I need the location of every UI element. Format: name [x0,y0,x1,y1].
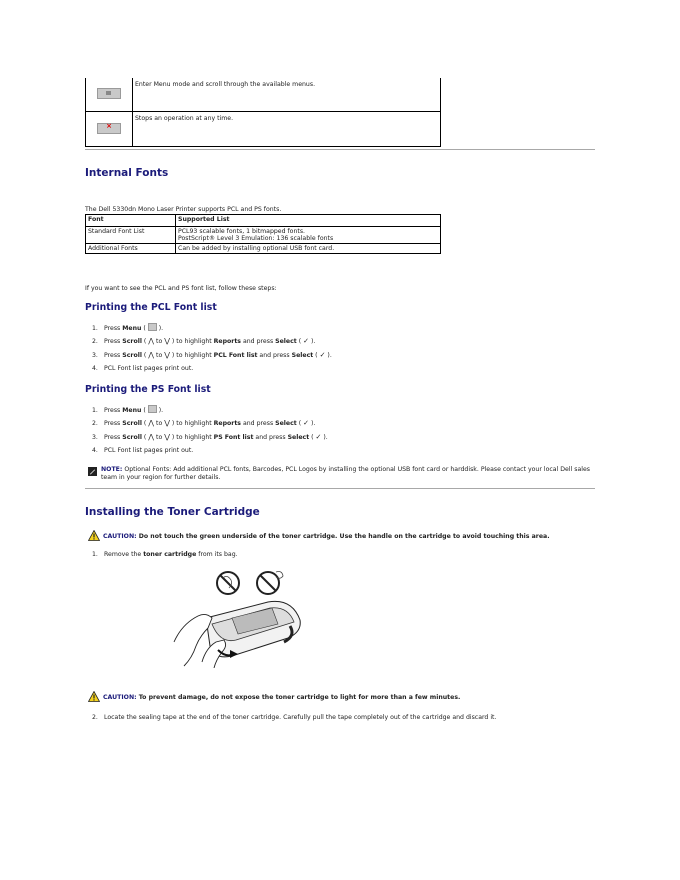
list-item: 4. PCL Font list pages print out. [92,365,194,372]
list-item: 3. Press Scroll ( ⋀ to ⋁ ) to highlight PCL Font list and press Select ( ✓ ). [92,351,332,359]
menu-key-icon [148,323,157,331]
follow-steps-text: If you want to see the PCL and PS font list, follow these steps: [85,285,277,292]
caution-block: CAUTION: To prevent damage, do not expose the toner cartridge to light for more than a few minutes. [88,691,460,702]
section-title-toner: Installing the Toner Cartridge [85,506,260,518]
supported-line: PostScript® Level 3 Emulation: 136 scalable fonts [178,235,334,242]
column-header-supported-list: Supported List [176,215,441,227]
key-icon-cell [86,112,133,147]
menu-key-icon [148,405,157,413]
caution-block: CAUTION: Do not touch the green underside of the toner cartridge. Use the handle on the cartridge to avoid touching this area. [88,530,550,541]
down-arrow-icon: ⋁ [164,433,170,441]
check-icon: ✓ [303,337,309,345]
key-description: Enter Menu mode and scroll through the available menus. [133,78,441,112]
down-arrow-icon: ⋁ [164,337,170,345]
divider [85,149,595,150]
table-row [86,227,441,244]
key-function-table [85,78,441,147]
supported-line: PCL93 scalable fonts, 1 bitmapped fonts. [178,228,306,235]
toner-cartridge-illustration [172,566,306,668]
list-item: 4. PCL Font list pages print out. [92,447,194,454]
up-arrow-icon: ⋀ [148,351,155,359]
check-icon: ✓ [319,351,326,359]
down-arrow-icon: ⋁ [164,419,170,427]
cancel-key-icon: × [97,123,121,134]
key-icon-cell [86,78,133,112]
note-pencil-icon [88,467,97,476]
down-arrow-icon: ⋁ [164,351,170,359]
intro-text: The Dell 5330dn Mono Laser Printer supports PCL and PS fonts. [85,206,282,213]
list-item: 1. Press Menu ( ). [92,407,164,414]
list-item: 2. Press Scroll ( ⋀ to ⋁ ) to highlight Reports and press Select ( ✓ ). [92,337,316,345]
table-row [86,244,441,254]
list-item: 1. Press Menu ( ). [92,325,164,332]
list-item: 1. Remove the toner cartridge from its bag. [92,551,238,558]
font-cell: Additional Fonts [86,244,176,254]
caution-icon [88,530,100,541]
table-row [86,78,441,112]
list-item: 3. Press Scroll ( ⋀ to ⋁ ) to highlight PS Font list and press Select ( ✓ ). [92,433,328,441]
caution-icon [88,691,100,702]
menu-key-icon [97,88,121,99]
note-text: Optional Fonts: Add additional PCL fonts, Barcodes, PCL Logos by installing the optional USB font card or harddisk. Please contact your local Dell sales team in your region for further details. [101,466,590,481]
list-item: 2. Locate the sealing tape at the end of the toner cartridge. Carefully pull the tape completely out of the cartridge and discard it. [92,714,497,721]
section-title-internal-fonts: Internal Fonts [85,167,169,179]
list-item: 2. Press Scroll ( ⋀ to ⋁ ) to highlight Reports and press Select ( ✓ ). [92,419,316,427]
font-table [85,214,441,254]
check-icon: ✓ [315,433,322,441]
caution-text: Do not touch the green underside of the toner cartridge. Use the handle on the cartridge to avoid touching this area. [136,533,550,540]
divider [85,488,595,489]
note-block [88,466,598,482]
up-arrow-icon: ⋀ [148,337,155,345]
supported-list-cell [176,227,441,244]
column-header-font: Font [86,215,176,227]
section-title-pcl: Printing the PCL Font list [85,302,217,313]
supported-list-cell: Can be added by installing optional USB font card. [176,244,441,254]
font-cell: Standard Font List [86,227,176,244]
section-title-ps: Printing the PS Font list [85,384,211,395]
table-header-row [86,215,441,227]
table-row [86,112,441,147]
note-label: NOTE: [101,466,123,473]
caution-text: To prevent damage, do not expose the toner cartridge to light for more than a few minutes. [136,694,461,701]
up-arrow-icon: ⋀ [148,433,155,441]
check-icon: ✓ [303,419,309,427]
key-description: Stops an operation at any time. [133,112,441,147]
up-arrow-icon: ⋀ [148,419,155,427]
